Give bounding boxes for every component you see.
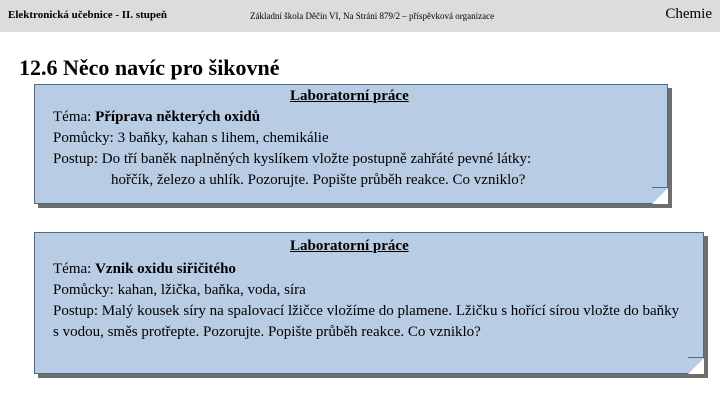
lab-card-oxides xyxy=(34,84,668,204)
header-bar xyxy=(0,0,720,32)
header-subject: Chemie xyxy=(665,6,712,22)
postup-line: Postup: Malý kousek síry na spalovací lžičce vložíme do plamene. Lžičku s hořící sírou vložte do baňky s vodou, směs protřepte. Pozorujte. Popište průběh reakce. Co vzniklo? xyxy=(53,303,680,340)
card-body xyxy=(53,259,683,343)
postup-continuation: hořčík, železo a uhlík. Pozorujte. Popište průběh reakce. Co vzniklo? xyxy=(111,172,526,188)
postup-line: Postup: Do tří baněk naplněných kyslíkem vložte postupně zahřáté pevné látky: xyxy=(53,151,532,167)
tema-line xyxy=(53,259,683,280)
tema-line xyxy=(53,107,653,128)
lab-card-sulfur-dioxide xyxy=(34,232,704,374)
card-title: Laboratorní práce xyxy=(290,88,409,104)
pomucky-line: Pomůcky: kahan, lžička, baňka, voda, síra xyxy=(53,282,306,298)
tema-label: Téma: xyxy=(53,109,96,125)
header-center-text: Základní škola Děčín VI, Na Stráni 879/2 – příspěvková organizace xyxy=(250,11,495,21)
pomucky-line: Pomůcky: 3 baňky, kahan s lihem, chemikálie xyxy=(53,130,329,146)
tema-value: Vznik oxidu siřičitého xyxy=(95,261,236,277)
header-left-text: Elektronická učebnice - II. stupeň xyxy=(8,9,168,21)
card-title: Laboratorní práce xyxy=(290,238,409,254)
tema-label: Téma: xyxy=(53,261,96,277)
page-title: 12.6 Něco navíc pro šikovné xyxy=(19,55,280,80)
card-body xyxy=(53,107,653,191)
tema-value: Příprava některých oxidů xyxy=(95,109,261,125)
